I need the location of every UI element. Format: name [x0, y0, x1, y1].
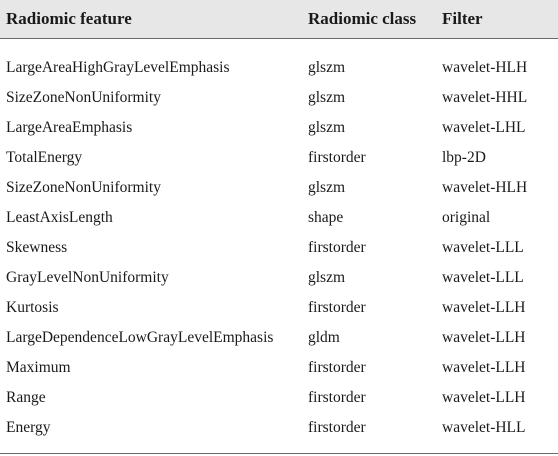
cell-filter: lbp-2D [442, 149, 486, 166]
table-body [0, 53, 558, 443]
cell-filter: original [442, 209, 491, 226]
header-filter: Filter [442, 9, 483, 28]
table-row [0, 233, 558, 263]
cell-filter: wavelet-LLH [442, 389, 526, 406]
cell-feature: Kurtosis [6, 299, 59, 316]
cell-feature: Maximum [6, 359, 71, 376]
cell-filter: wavelet-LLL [442, 269, 524, 286]
cell-filter: wavelet-LLH [442, 329, 526, 346]
cell-filter: wavelet-LLH [442, 359, 526, 376]
cell-class: firstorder [308, 389, 366, 406]
table-row [0, 83, 558, 113]
cell-filter: wavelet-HLL [442, 419, 526, 436]
cell-filter: wavelet-LLL [442, 239, 524, 256]
cell-class: glszm [308, 89, 346, 106]
table-row [0, 323, 558, 353]
cell-filter: wavelet-HHL [442, 89, 528, 106]
cell-class: shape [308, 209, 344, 226]
cell-feature: LeastAxisLength [6, 209, 113, 226]
cell-class: glszm [308, 119, 346, 136]
cell-class: firstorder [308, 419, 366, 436]
cell-class: glszm [308, 179, 346, 196]
header-radiomic-class: Radiomic class [308, 9, 417, 28]
table-row [0, 293, 558, 323]
table-bottom-rule [0, 453, 558, 454]
table-row [0, 53, 558, 83]
table-row [0, 113, 558, 143]
table-header-row [0, 0, 558, 38]
cell-class: gldm [308, 329, 340, 346]
cell-feature: Energy [6, 419, 51, 436]
table-row [0, 383, 558, 413]
cell-feature: LargeAreaHighGrayLevelEmphasis [6, 59, 230, 76]
cell-class: firstorder [308, 149, 366, 166]
table-row [0, 263, 558, 293]
cell-class: glszm [308, 59, 346, 76]
table-row [0, 353, 558, 383]
cell-class: firstorder [308, 359, 366, 376]
cell-feature: SizeZoneNonUniformity [6, 179, 161, 196]
cell-feature: SizeZoneNonUniformity [6, 89, 161, 106]
table-row [0, 413, 558, 443]
table-row [0, 143, 558, 173]
cell-feature: TotalEnergy [6, 149, 83, 166]
header-divider [0, 38, 558, 39]
cell-filter: wavelet-HLH [442, 59, 528, 76]
cell-class: firstorder [308, 239, 366, 256]
cell-feature: GrayLevelNonUniformity [6, 269, 169, 286]
cell-feature: LargeAreaEmphasis [6, 119, 133, 136]
cell-feature: LargeDependenceLowGrayLevelEmphasis [6, 329, 274, 346]
cell-filter: wavelet-LHL [442, 119, 526, 136]
header-radiomic-feature: Radiomic feature [6, 9, 132, 28]
cell-class: glszm [308, 269, 346, 286]
cell-filter: wavelet-HLH [442, 179, 528, 196]
cell-filter: wavelet-LLH [442, 299, 526, 316]
cell-class: firstorder [308, 299, 366, 316]
table-row [0, 203, 558, 233]
cell-feature: Range [6, 389, 46, 406]
cell-feature: Skewness [6, 239, 68, 256]
table-row [0, 173, 558, 203]
